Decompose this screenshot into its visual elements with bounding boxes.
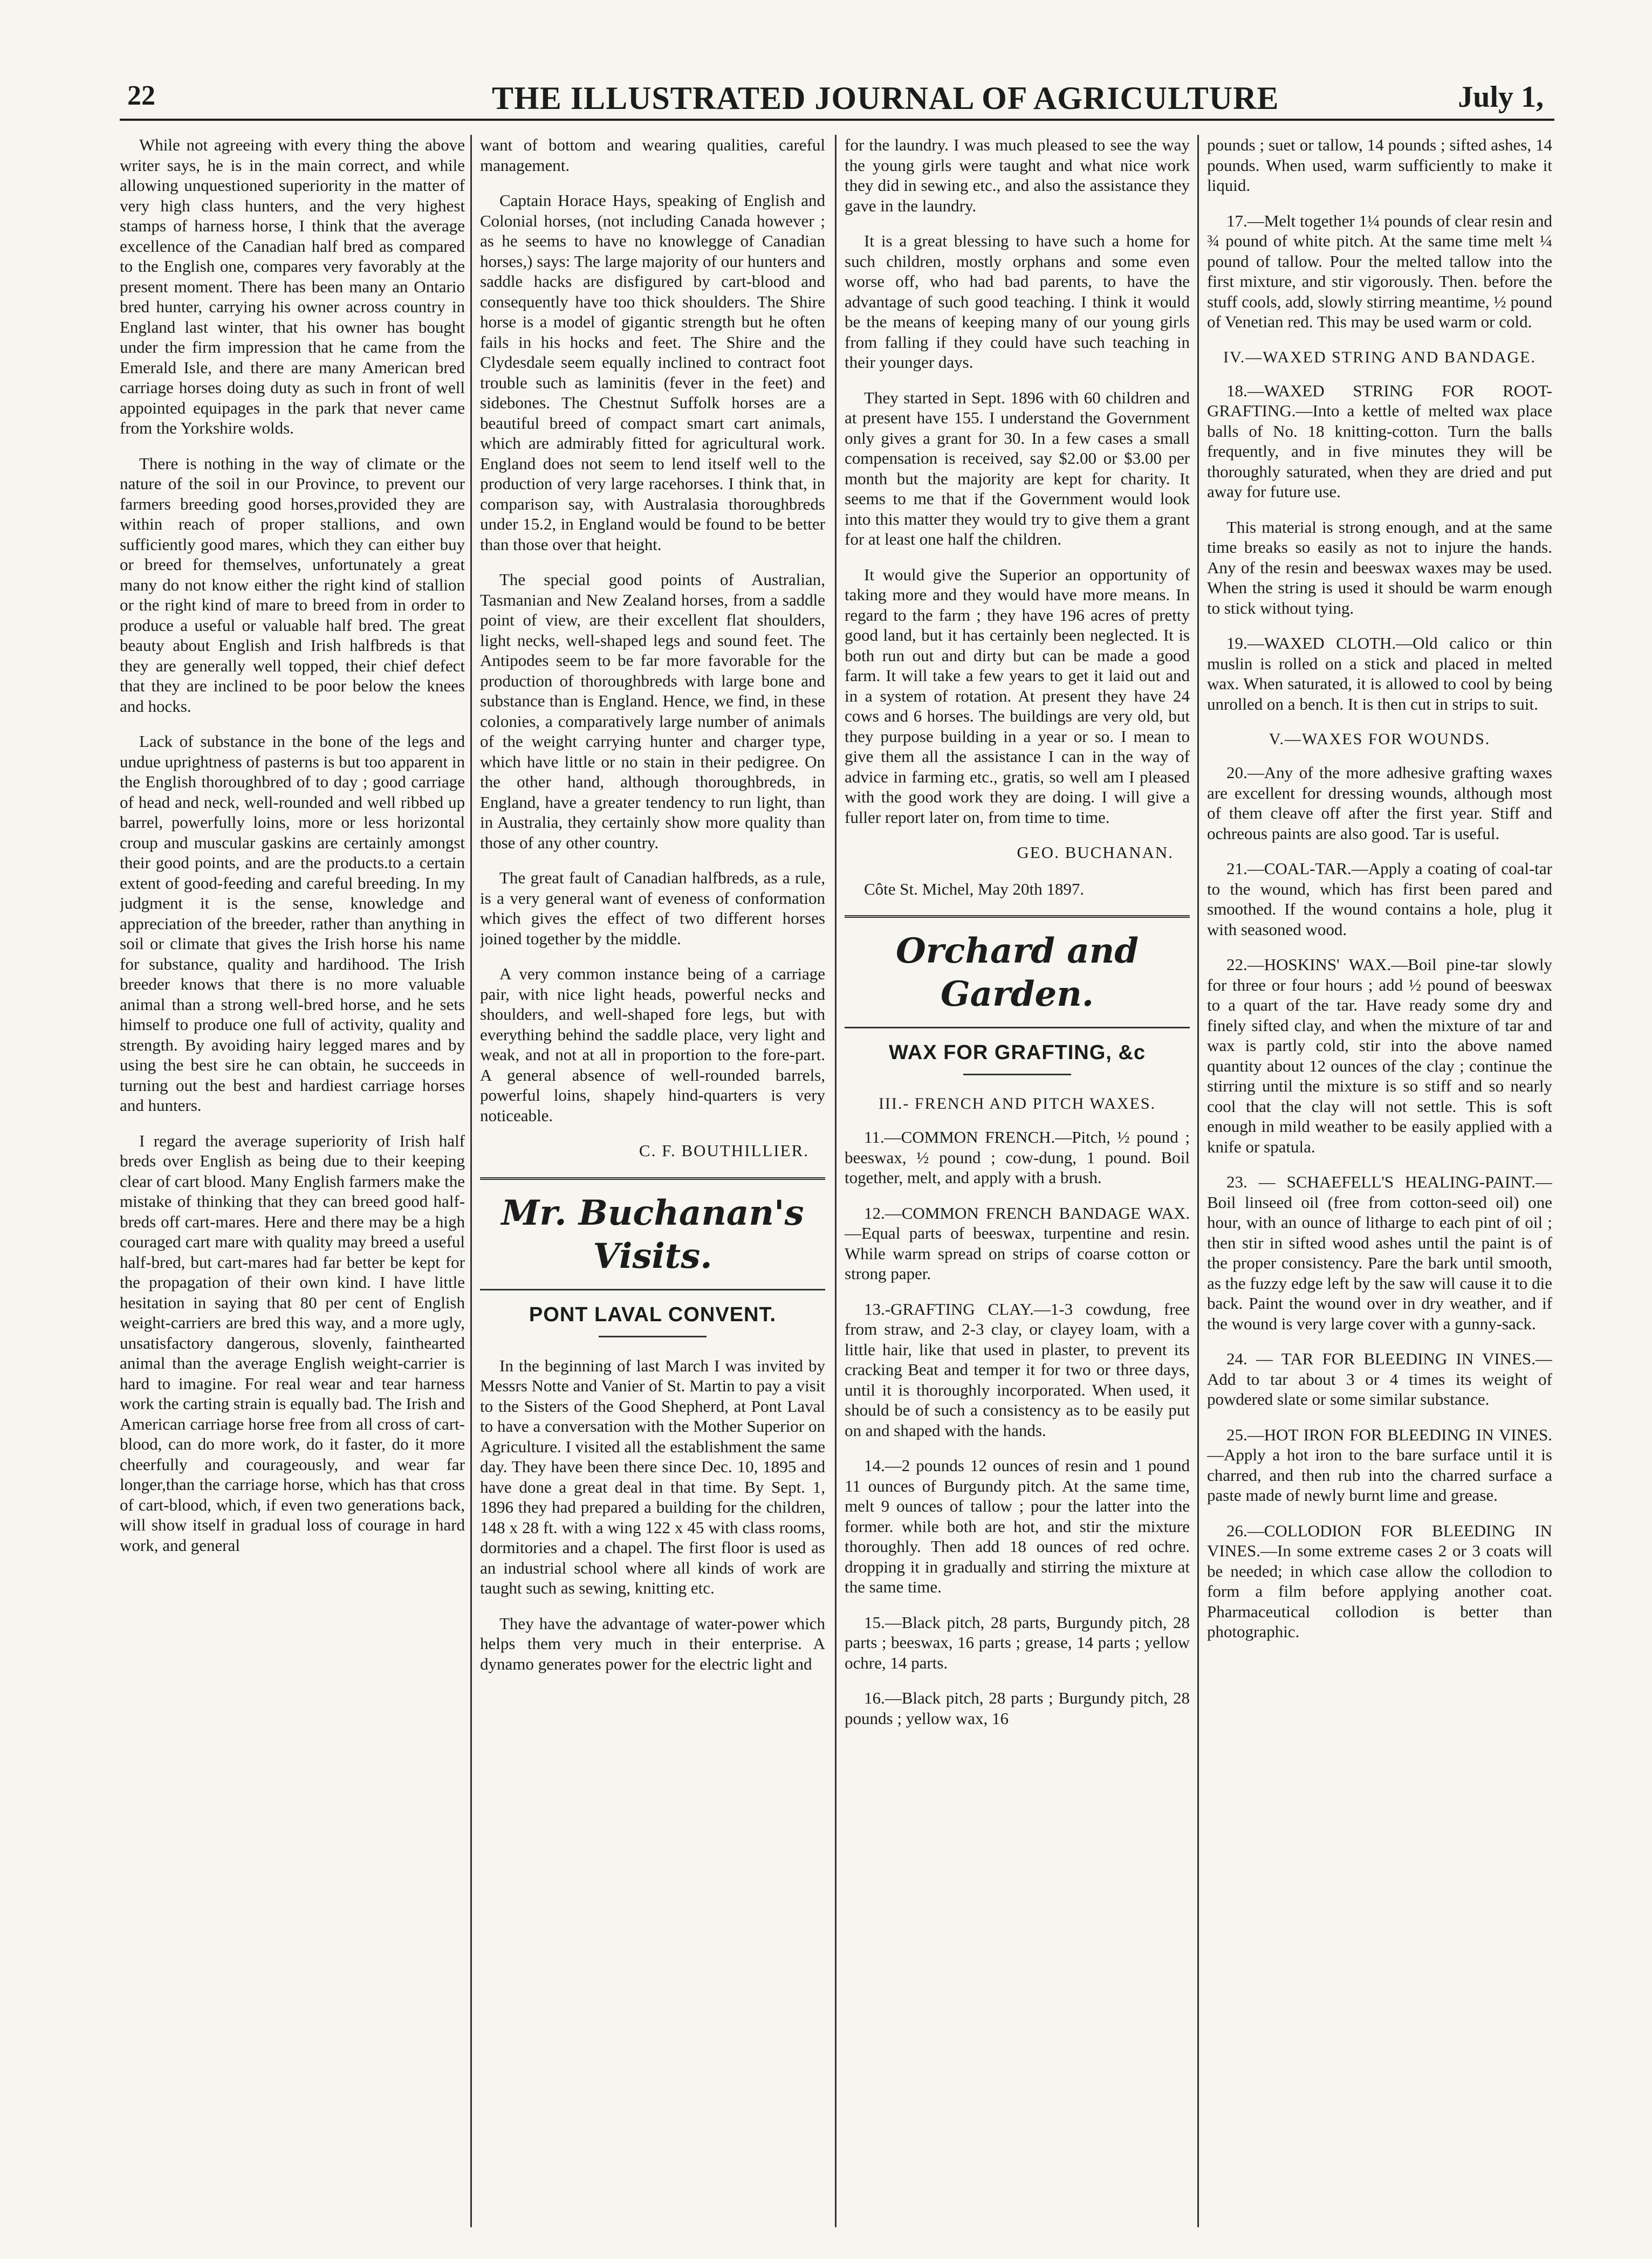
paragraph: 18.—WAXED STRING FOR ROOT-GRAFTING.—Into a kettle of melted wax place balls of No. 18 knitting-cotton. Turn the balls frequently, and in five minutes they will be thoroughly saturated, when they are dried and put away for future use. xyxy=(1207,381,1552,501)
article-heading: WAX FOR GRAFTING, &c xyxy=(889,1041,1146,1064)
author-signature: GEO. BUCHANAN. xyxy=(1017,843,1174,862)
column-4 xyxy=(1207,135,1552,2227)
journal-title: THE ILLUSTRATED JOURNAL OF AGRICULTURE xyxy=(492,80,1279,116)
paragraph: I regard the average superiority of Irish half breds over English as being due to their keeping clear of cart blood. Many English farmers make the mistake of thinking that they can breed good half-breds off cart-mares. Here and there may be a high couraged cart mare with quality may breed a useful half-bred, but cart-mares had far better be kept for the propagation of their own kind. I have little hesitation in saying that 80 per cent of English weight-carriers are bred this way, and a more ugly, unsatisfactory dangerous, slovenly, fainthearted animal than the average English weight-carrier is hard to imagine. For real wear and tear harness work the carting strain is equally bad. The Irish and American carriage horse free from all cross of cart-blood, can do more work, do it faster, do it more cheerfully and courageously, and wear far longer,than the carriage horse, which has that cross of cart-blood, which, if even two generations back, will show itself in gradual loss of courage in hard work, and general xyxy=(120,1131,465,1555)
paragraph: 21.—COAL-TAR.—Apply a coating of coal-tar to the wound, which has first been pared and smoothed. If the wound contains a hole, plug it with seasoned wood. xyxy=(1207,859,1552,939)
paragraph: It is a great blessing to have such a home for such children, mostly orphans and some even worse off, who had bad parents, to have the advantage of such good teaching. I think it would be the means of keeping many of our young girls from falling if they could have such teaching in their younger days. xyxy=(845,231,1190,372)
issue-date: July 1, xyxy=(1458,80,1544,114)
paragraph: It would give the Superior an opportunity of taking more and they would have more means. In regard to the farm ; they have 196 acres of pretty good land, but it has certainly been neglected. It is both run out and dirty but can be made a good farm. It will take a few years to get it laid out and in a system of rotation. At present they have 24 cows and 6 horses. The buildings are very old, but they purpose building in a year or so. I mean to give them all the assistance I can in the way of advice in farming etc., gratis, so well am I pleased with the good work they are doing. I will give a fuller report later on, from time to time. xyxy=(845,565,1190,827)
paragraph: 19.—WAXED CLOTH.—Old calico or thin muslin is rolled on a stick and placed in melted wax. When saturated, it is allowed to cool by being unrolled on a bench. It is then cut in strips to suit. xyxy=(1207,634,1552,713)
short-rule xyxy=(963,1074,1071,1075)
column-1 xyxy=(120,135,465,2227)
paragraph: 11.—COMMON FRENCH.—Pitch, ½ pound ; beeswax, ½ pound ; cow-dung, 1 pound. Boil together, melt, and apply with a brush. xyxy=(845,1128,1190,1187)
column-divider xyxy=(470,135,472,2227)
article-heading: PONT LAVAL CONVENT. xyxy=(529,1303,777,1326)
paragraph: Lack of substance in the bone of the legs and undue uprightness of pasterns is but too apparent in the English thoroughbred of to day ; good carriage of head and neck, well-rounded and well ribbed up barrel, powerfully loins, more or less horizontal croup and muscular gaskins are certainly amongst their good points, and are the products.to a certain extent of good-feeding and careful breeding. In my judgment it is the sense, knowledge and appreciation of the breeder, rather than anything in soil or climate that gives the Irish horse his name for substance, quality and hardihood. The Irish breeder knows that there is no more valuable animal than a strong well-bred horse, and he sets himself to produce one full of activity, quality and strength. By avoiding hairy legged mares and by using the best sire he can obtain, he succeeds in turning out the best and hardiest carriage horses and hunters. xyxy=(120,732,465,1115)
paragraph: The special good points of Australian, Tasmanian and New Zealand horses, from a saddle point of view, are their excellent flat shoulders, light necks, well-shaped legs and sound feet. The Antipodes seem to be far more favorable for the production of thoroughbreds with large bone and substance than is England. Hence, we find, in these colonies, a comparatively large number of animals of the weight carrying hunter and charger type, which have little or no stain in their pedigree. On the other hand, although thoroughbreds, in England, have a greater tendency to run light, than in Australia, they certainly show more quality than those of any other country. xyxy=(480,570,825,852)
paragraph: 13.-GRAFTING CLAY.—1-3 cowdung, free from straw, and 2-3 clay, or clayey loam, with a little hair, like that used in plaster, to prevent its cracking Beat and temper it for two or three days, until it is thoroughly incorporated. When used, it should be of such a consistency as to be easily put on and shaped with the hands. xyxy=(845,1299,1190,1440)
paragraph: The great fault of Canadian halfbreds, as a rule, is a very general want of eveness of conformation which gives the effect of two different horses joined together by the middle. xyxy=(480,868,825,948)
paragraph: In the beginning of last March I was invited by Messrs Notte and Vanier of St. Martin to pay a visit to the Sisters of the Good Shepherd, at Pont Laval to have a conversation with the Mother Superior on Agriculture. I visited all the establishment the same day. They have been there since Dec. 10, 1895 and have done a great deal in that time. By Sept. 1, 1896 they had prepared a building for the children, 148 x 28 ft. with a wing 122 x 45 with class rooms, dormitories and a chapel. The first floor is used as an industrial school where all kinds of work are taught such as sewing, knitting etc. xyxy=(480,1356,825,1597)
paragraph: 16.—Black pitch, 28 parts ; Burgundy pitch, 28 pounds ; yellow wax, 16 xyxy=(845,1688,1190,1728)
paragraph: 26.—COLLODION FOR BLEEDING IN VINES.—In some extreme cases 2 or 3 coats will be needed; in which case allow the collodion to form a film before applying another coat. Pharmaceutical collodion is better than photographic. xyxy=(1207,1521,1552,1641)
paragraph: 17.—Melt together 1¼ pounds of clear resin and ¾ pound of white pitch. At the same time melt ¼ pound of tallow. Pour the melted tallow into the first mixture, and stir vigorously. Then. before the stuff cools, add, slowly stirring meantime, ½ pound of Venetian red. This may be used warm or cold. xyxy=(1207,211,1552,331)
column-3 xyxy=(845,135,1190,2227)
paragraph: pounds ; suet or tallow, 14 pounds ; sifted ashes, 14 pounds. When used, warm sufficiently to make it liquid. xyxy=(1207,135,1552,195)
section-rule xyxy=(845,1027,1190,1028)
place-date: Côte St. Michel, May 20th 1897. xyxy=(864,879,1085,898)
short-rule xyxy=(599,1336,707,1337)
paragraph: 20.—Any of the more adhesive grafting waxes are excellent for dressing wounds, although most of them cleave off after the first year. Stiff and ochreous paints are also good. Tar is useful. xyxy=(1207,763,1552,843)
paragraph: There is nothing in the way of climate or the nature of the soil in our Province, to prevent our farmers breeding good horses,provided they are within reach of proper stallions, and own sufficiently good mares, which they can either buy or breed for themselves, unfortunately a great many do not know either the right kind of stallion or the right kind of mare to breed from in order to produce a useful or valuable half bred. The great beauty about English and Irish halfbreds is that they are generally well topped, their chief defect that they are inclined to be poor below the knees and hocks. xyxy=(120,454,465,716)
column-2 xyxy=(480,135,825,2227)
column-divider xyxy=(835,135,837,2227)
paragraph: While not agreeing with every thing the above writer says, he is in the main correct, and while allowing unquestioned superiority in the matter of very high class hunters, and the very highest stamps of harness horse, I think that the average excellence of the Canadian half bred as compared to the English one, compares very favorably at the present moment. There has been many an Ontario bred hunter, carrying his owner across country in England last winter, that his owner has bought under the firm impression that he came from the Emerald Isle, and there are many American bred carriage horses doing duty as such in front of well appointed equipages in the park that never came from the Yorkshire wolds. xyxy=(120,135,465,437)
section-rule xyxy=(480,1289,825,1290)
page-number: 22 xyxy=(127,80,155,111)
section-rule xyxy=(845,915,1190,918)
subsection-heading: IV.—WAXED STRING AND BANDAGE. xyxy=(1223,348,1536,366)
paragraph: 12.—COMMON FRENCH BANDAGE WAX.—Equal parts of beeswax, turpentine and resin. While warm spread on strips of coarse cotton or strong paper. xyxy=(845,1203,1190,1283)
subsection-heading: V.—WAXES FOR WOUNDS. xyxy=(1269,730,1491,748)
paragraph: 22.—HOSKINS' WAX.—Boil pine-tar slowly for three or four hours ; add ½ pound of beeswax to a quart of the tar. Have ready some dry and finely sifted clay, and when the mixture of tar and wax is partly cold, stir into the above named quantity about 12 ounces of the clay ; continue the stirring until the mixture is so stiff and so nearly cool that the clay will not settle. This is soft enough in mild weather to be easily applied with a knife or spatula. xyxy=(1207,955,1552,1156)
section-rule xyxy=(480,1177,825,1180)
section-title: Orchard and Garden. xyxy=(896,931,1139,1014)
paragraph: Captain Horace Hays, speaking of English and Colonial horses, (not including Canada however ; as he seems to have no knowlegge of Canadian horses,) says: The large majority of our hunters and saddle hacks are disfigured by cart-blood and consequently have too thick shoulders. The Shire horse is a model of gigantic strength but he often fails in his hocks and feet. The Shire and the Clydesdale seem equally inclined to contract foot trouble such as laminitis (fever in the feet) and sidebones. The Chestnut Suffolk horses are a beautiful breed of compact smart cart animals, which are admirably fitted for agricultural work. England does not seem to lend itself well to the production of very large racehorses. I think that, in comparison say, with Australasia thoroughbreds under 15.2, in England would be found to be better than those over that height. xyxy=(480,191,825,554)
paragraph: A very common instance being of a carriage pair, with nice light heads, powerful necks and shoulders, and well-shaped fore legs, but with everything behind the saddle place, very light and weak, and not at all in proportion to the fore-part. A general absence of well-rounded barrels, powerful loins, shapely hind-quarters is very noticeable. xyxy=(480,964,825,1125)
paragraph: for the laundry. I was much pleased to see the way the young girls were taught and what nice work they did in sewing etc., and also the assistance they gave in the laundry. xyxy=(845,135,1190,215)
paragraph: They have the advantage of water-power which helps them very much in their enterprise. A dynamo generates power for the electric light and xyxy=(480,1613,825,1673)
paragraph: want of bottom and wearing qualities, careful management. xyxy=(480,135,825,175)
paragraph: 25.—HOT IRON FOR BLEEDING IN VINES.—Apply a hot iron to the bare surface until it is charred, and then rub into the charred surface a paste made of newly burnt lime and grease. xyxy=(1207,1425,1552,1505)
paragraph: 14.—2 pounds 12 ounces of resin and 1 pound 11 ounces of Burgundy pitch. At the same time, melt 9 ounces of tallow ; pour the latter into the former. while both are hot, and stir the mixture thoroughly. Then add 18 ounces of red ochre. dropping it in gradually and stirring the mixture at the same time. xyxy=(845,1456,1190,1596)
paragraph: 23. — SCHAEFELL'S HEALING-PAINT.—Boil linseed oil (free from cotton-seed oil) one hour, with an ounce of litharge to each pint of oil ; then stir in sifted wood ashes until the paint is of the proper consistency. Pare the bark until smooth, as the fuzzy edge left by the saw will cause it to die back. Paint the wound over in dry weather, and if the wound is very large cover with a gunny-sack. xyxy=(1207,1172,1552,1333)
author-signature: C. F. BOUTHILLIER. xyxy=(639,1141,809,1160)
paragraph: They started in Sept. 1896 with 60 children and at present have 155. I understand the Government only gives a grant for 30. In a few cases a small compensation is received, say $2.00 or $3.00 per month but the majority are kept for charity. It seems to me that if the Government would look into this matter they would try to give them a grant for at least one half the children. xyxy=(845,388,1190,548)
section-title: Mr. Buchanan's Visits. xyxy=(501,1192,804,1276)
header-rule xyxy=(120,119,1554,121)
subsection-heading: III.- FRENCH AND PITCH WAXES. xyxy=(878,1095,1156,1113)
paragraph: 24. — TAR FOR BLEEDING IN VINES.—Add to tar about 3 or 4 times its weight of powdered slate or some similar substance. xyxy=(1207,1349,1552,1409)
paragraph: 15.—Black pitch, 28 parts, Burgundy pitch, 28 parts ; beeswax, 16 parts ; grease, 14 parts ; yellow ochre, 14 parts. xyxy=(845,1612,1190,1672)
paragraph: This material is strong enough, and at the same time breaks so easily as not to injure the hands. Any of the resin and beeswax waxes may be used. When the string is used it should be warm enough to stick without tying. xyxy=(1207,517,1552,617)
running-head xyxy=(120,80,1554,123)
column-divider xyxy=(1197,135,1199,2227)
